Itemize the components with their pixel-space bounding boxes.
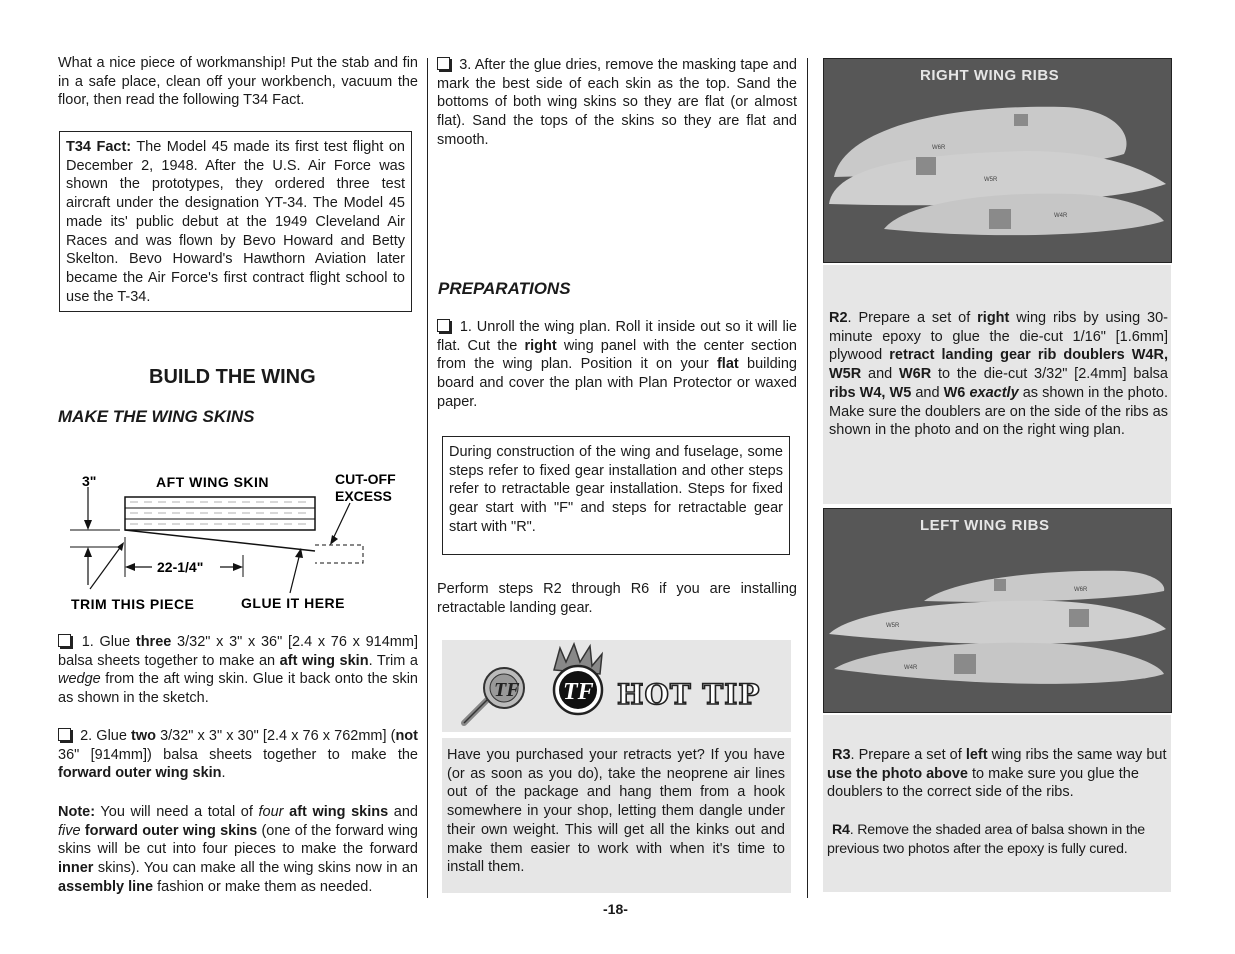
wing-skins-subheading: MAKE THE WING SKINS [58, 407, 255, 426]
page-number: -18- [603, 901, 628, 917]
hot-tip-title: HOT TIP [617, 678, 761, 711]
step-1-checkbox[interactable] [58, 634, 71, 647]
step-3-checkbox[interactable] [437, 57, 450, 70]
r4-text: R4. Remove the shaded area of balsa shown in the previous two photos after the epoxy is fully cured. [827, 822, 1145, 857]
rib-label-w6r: W6R [932, 145, 946, 151]
dim-3-label: 3" [82, 473, 97, 489]
r2-text: R2. Prepare a set of right wing ribs by using 30-minute epoxy to glue the die-cut 1/16" [1.6mm] plywood retract landing gear rib doublers W4R, W5R and W6R to the die-cut 3/32" [2.4mm] balsa ribs W4, W5 and W6 exactly as shown in the photo. Make sure the doublers are on the side of the ribs as shown in the photo and on the right wing plan. [829, 310, 1168, 439]
rib-top-left [924, 571, 1164, 602]
rib-label-w5r: W5R [984, 177, 998, 183]
step-2: 2. Glue two 3/32" x 3" x 30" [2.4 x 76 x 762mm] (not 36" [914mm]) balsa sheets together to make the forward outer wing skin. [58, 728, 418, 782]
column-rule-right [807, 58, 808, 898]
prep-step-1: 1. Unroll the wing plan. Roll it inside out so it will lie flat. Cut the right wing panel with the center section from the wing plan. Position it on your flat building board and cover the plan with Plan Protector or waxed paper. [437, 319, 798, 410]
flame-badge-icon [554, 644, 602, 714]
rib-label-w6r-left: W6R [1074, 587, 1088, 593]
rib-bottom-left [834, 643, 1164, 684]
rib-label-w5r-left: W5R [886, 623, 900, 629]
fact-text: The Model 45 made its first test flight on December 2, 1948. After the U.S. Air Force was shown the prototypes, they ordered three test aircraft under the designation YT-34. The Model 45 made its' public debut at the 1949 Cleveland Air Races and was flown by Bevo Howard and Betty Skelton. Bevo Howard's Hawthorn Aviation later became the Air Force's first contract flight school to use the T-34. [66, 139, 405, 305]
step-1: 1. Glue three 3/32" x 3" x 36" [2.4 x 76 x 914mm] balsa sheets together to make an aft wing skin. Trim a wedge from the aft wing skin. Glue it back onto the skin as shown in the sketch. [58, 634, 418, 707]
glue-label: GLUE IT HERE [241, 595, 346, 611]
skin-rectangle [125, 497, 315, 530]
r2-panel [823, 265, 1171, 504]
step-2-checkbox[interactable] [58, 728, 71, 741]
left-wing-ribs-title: LEFT WING RIBS [920, 517, 1050, 534]
r3-text: R3. Prepare a set of left wing ribs the same way but use the photo above to make sure you glue the doublers to the correct side of the ribs. [827, 747, 1167, 801]
rib-middle-left [829, 601, 1166, 644]
note-paragraph: Note: You will need a total of four aft wing skins and five forward outer wing skins (one of the forward wing skins will be cut into four pieces to make the forward inner skins). You can make all the wing skins now in an assembly line fashion or make them as needed. [58, 804, 418, 895]
right-wing-ribs-photo [823, 58, 1172, 263]
svg-text:TF: TF [563, 679, 594, 705]
perform-paragraph: Perform steps R2 through R6 if you are installing retractable landing gear. [437, 581, 797, 616]
column-rule-left [427, 58, 428, 898]
left-wing-ribs-photo [823, 508, 1172, 713]
wing-skin-diagram [60, 465, 420, 625]
rib-label-w4r: W4R [1054, 213, 1068, 219]
right-wing-ribs-title: RIGHT WING RIBS [920, 67, 1060, 84]
gear-note-box: During construction of the wing and fuselage, some steps refer to fixed gear installation and other steps refer to retractable gear installation. Steps for fixed gear start with "F" and steps for retractable gear start with "R". [442, 436, 790, 555]
step-3: 3. After the glue dries, remove the masking tape and mark the best side of each skin as the top. Sand the bottoms of both wing skins so they are flat (or almost flat). Sand the tops of the skins so they are flat and smooth. [437, 57, 797, 148]
intro-paragraph: What a nice piece of workmanship! Put the stab and fin in a safe place, clean off your workbench, vacuum the floor, then read the following T34 Fact. [58, 55, 418, 109]
excess-outline [315, 545, 363, 563]
build-wing-heading: BUILD THE WING [149, 366, 316, 388]
prep-step-1-checkbox[interactable] [437, 319, 450, 332]
hot-tip-panel [442, 738, 791, 893]
svg-text:TF: TF [494, 679, 520, 701]
rib-label-w4r-left: W4R [904, 665, 918, 671]
r3-r4-panel [823, 715, 1171, 892]
magnifier-icon [464, 668, 524, 723]
trim-label: TRIM THIS PIECE [71, 596, 195, 612]
hot-tip-logo [442, 640, 791, 732]
cut-line [125, 530, 315, 551]
dim-22-label: 22-1/4" [157, 559, 204, 575]
excess-label: EXCESS [335, 488, 392, 504]
cutoff-label: CUT-OFF [335, 471, 396, 487]
t34-fact-box [59, 131, 412, 312]
aft-wing-skin-label: AFT WING SKIN [156, 474, 270, 490]
fact-label: T34 Fact: [66, 139, 132, 155]
preparations-heading: PREPARATIONS [438, 279, 571, 298]
hot-tip-banner [442, 640, 791, 732]
hot-tip-text: Have you purchased your retracts yet? If you have (or as soon as you do), take the neoprene air lines out of the package and hang them from a hook somewhere in your shop, letting them dangle under their own weight. This will get all the kinks out and make them easier to work with when it's time to install them. [447, 747, 785, 876]
